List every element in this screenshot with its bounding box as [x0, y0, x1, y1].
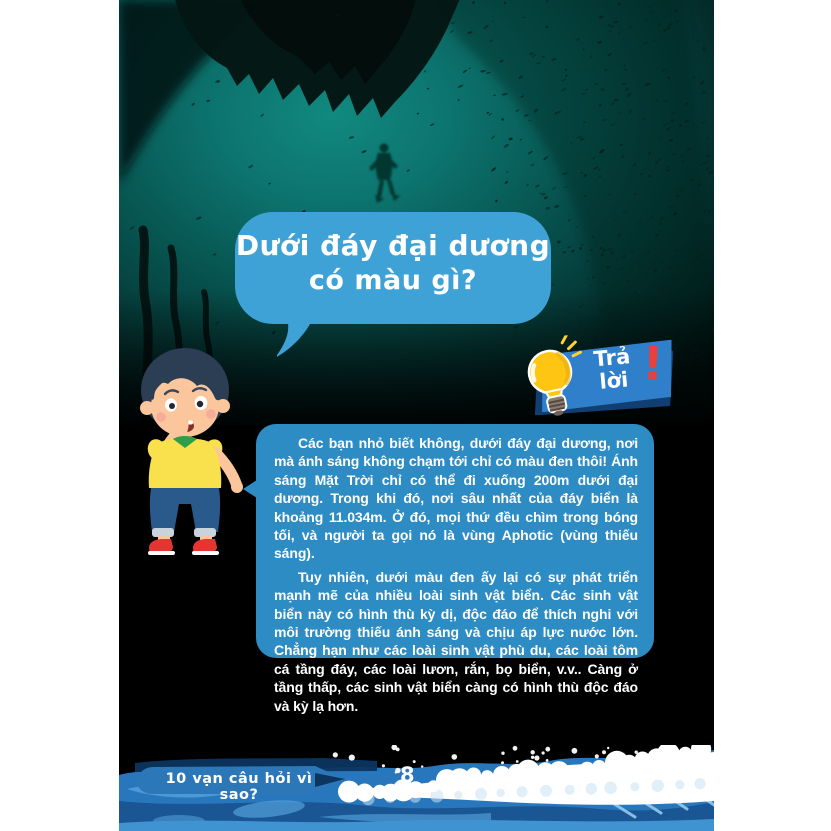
- answer-text-box: [256, 424, 654, 714]
- bubble-tail: [277, 318, 321, 360]
- page-number: 8: [400, 763, 415, 787]
- answer-box-tail: [243, 480, 257, 498]
- answer-paragraph-1: Các bạn nhỏ biết không, dưới đáy đại dương, nơi mà ánh sáng không chạm tới chỉ có màu đen thôi! Ánh sáng Mặt Trời chỉ có thể đi xuống 200m dưới đại dương. Trong khi đó, nơi sâu nhất của đáy biển là khoảng 11.034m. Ở đó, mọi thứ đều chìm trong bóng tối, và người ta gọi nó là vùng Aphotic (vùng thiếu sáng).: [274, 435, 638, 562]
- badge-word-2: lời: [598, 367, 630, 394]
- lightbulb-icon: [523, 335, 586, 423]
- series-title: 10 vạn câu hỏi vì sao?: [165, 771, 313, 803]
- badge-exclamation: !: [641, 335, 665, 391]
- question-line-2: có màu gì?: [308, 265, 478, 296]
- badge-word-1: Trả: [592, 344, 632, 372]
- question-line-1: Dưới đáy đại dương: [235, 229, 551, 262]
- question-bubble: [235, 212, 551, 324]
- answer-paragraph-2: Tuy nhiên, dưới màu đen ấy lại có sự phát triển mạnh mẽ của nhiều loài sinh vật biển. Các sinh vật biển này có hình thù kỳ dị, độc đáo để thích nghi với môi trường thiếu ánh sáng và chịu áp lực nước lớn. Chẳng hạn như các loài sinh vật phù du, các loài tôm cá tầng đáy, các loài lươn, rắn, bọ biển, v.v.. Càng ở tầng thấp, các sinh vật biển càng có hình thù độc đáo và kỳ lạ hơn.: [274, 568, 638, 714]
- book-page: [119, 0, 714, 831]
- answer-badge: [523, 331, 686, 429]
- boy-character-illustration: [127, 344, 243, 558]
- footer-wave: [119, 745, 714, 831]
